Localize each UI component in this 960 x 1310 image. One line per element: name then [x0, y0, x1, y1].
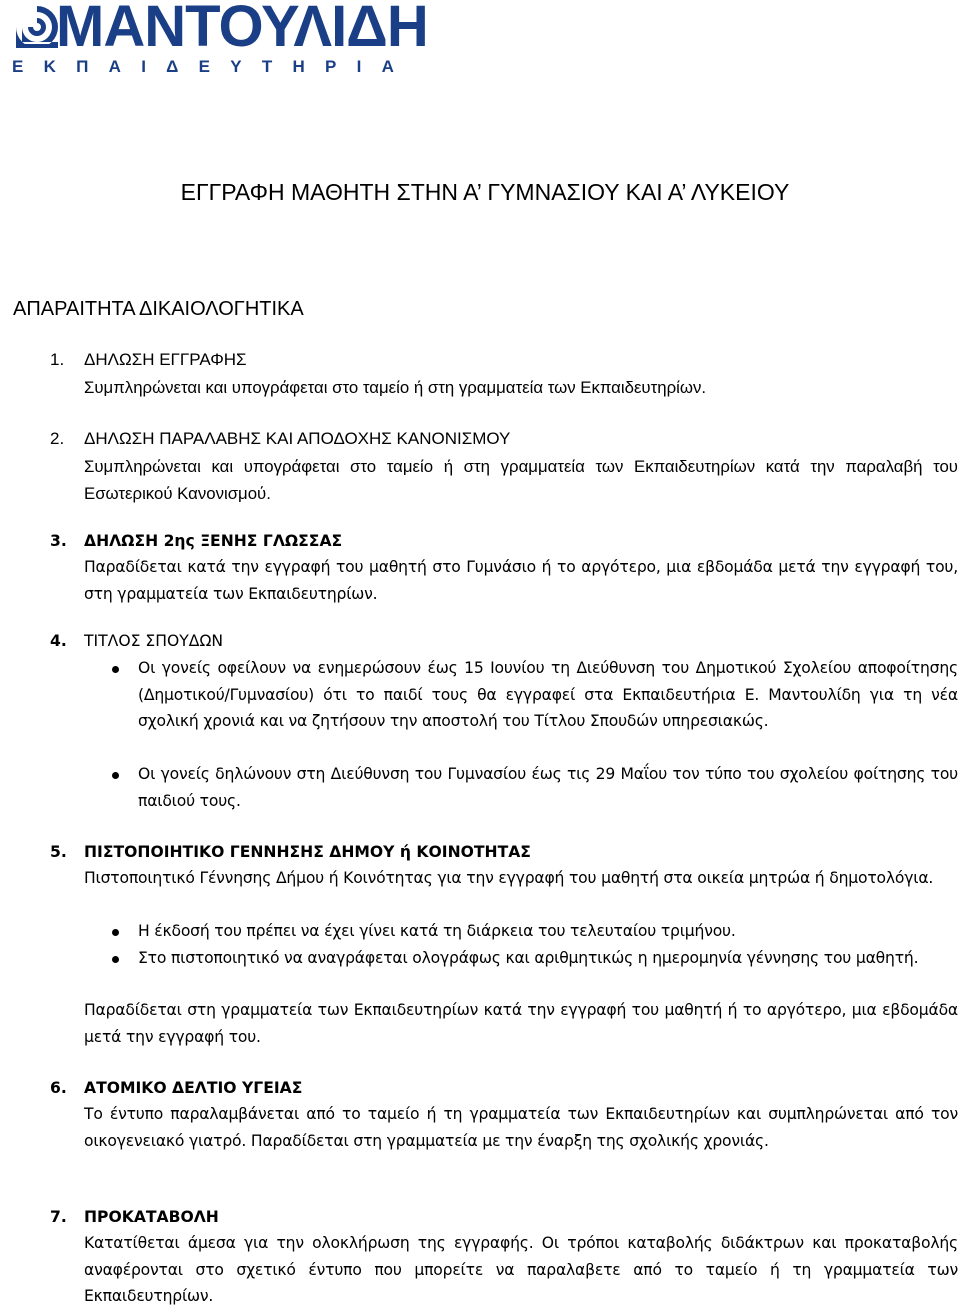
- item-number: 5.: [50, 843, 67, 861]
- bullet-icon: [112, 666, 119, 673]
- item-title: ΤΙΤΛΟΣ ΣΠΟΥΔΩΝ: [84, 632, 224, 650]
- bullet-icon: [112, 956, 119, 963]
- logo-subtitle-letter: Τ: [261, 57, 273, 76]
- section-heading: ΑΠΑΡΑΙΤΗΤΑ ΔΙΚΑΙΟΛΟΓΗΤΙΚΑ: [13, 298, 304, 320]
- logo-subtitle-letter: Ι: [141, 57, 146, 76]
- item-number: 4.: [50, 632, 67, 650]
- logo-subtitle: [12, 57, 394, 77]
- item-title: ΑΤΟΜΙΚΟ ΔΕΛΤΙΟ ΥΓΕΙΑΣ: [84, 1079, 303, 1097]
- item-title: ΔΗΛΩΣΗ 2ης ΞΕΝΗΣ ΓΛΩΣΣΑΣ: [84, 532, 343, 550]
- item-body: Παραδίδεται κατά την εγγραφή του μαθητή στο Γυμνάσιο ή το αργότερο, μια εβδομάδα μετά την εγγραφή του, στη γραμματεία των Εκπαιδευτηρίων.: [84, 558, 958, 603]
- item-body: Το έντυπο παραλαμβάνεται από το ταμείο ή τη γραμματεία των Εκπαιδευτηρίων και συμπληρώνεται από τον οικογενειακό γιατρό. Παραδίδεται στη γραμματεία με την έναρξη της σχολικής χρονιάς.: [84, 1105, 958, 1150]
- item-body: Συμπληρώνεται και υπογράφεται στο ταμείο ή στη γραμματεία των Εκπαιδευτηρίων κατά την παραλαβή του Εσωτερικού Κανονισμού.: [84, 457, 958, 503]
- item-number: 3.: [50, 532, 67, 550]
- logo-subtitle-letter: Κ: [43, 57, 56, 76]
- spiral-emblem-icon: [12, 2, 62, 52]
- logo-subtitle-letter: Ε: [198, 57, 210, 76]
- item-number: 6.: [50, 1079, 67, 1097]
- item-title: ΔΗΛΩΣΗ ΠΑΡΑΛΑΒΗΣ ΚΑΙ ΑΠΟΔΟΧΗΣ ΚΑΝΟΝΙΣΜΟΥ: [84, 429, 511, 448]
- logo-subtitle-letter: Α: [381, 57, 394, 76]
- logo-subtitle-letter: Ε: [12, 57, 24, 76]
- bullet-text: Οι γονείς δηλώνουν στη Διεύθυνση του Γυμνασίου έως τις 29 Μαΐου τον τύπο του σχολείου φοίτησης του παιδιού τους.: [138, 765, 958, 810]
- item-body: Πιστοποιητικό Γέννησης Δήμου ή Κοινότητας για την εγγραφή του μαθητή στα οικεία μητρώα ή δημοτολόγια.: [84, 869, 934, 887]
- logo-subtitle-letter: Η: [292, 57, 305, 76]
- item-number: 2.: [50, 429, 65, 448]
- item-title: ΔΗΛΩΣΗ ΕΓΓΡΑΦΗΣ: [84, 350, 247, 369]
- item-footer: Παραδίδεται στη γραμματεία των Εκπαιδευτηρίων κατά την εγγραφή του μαθητή ή το αργότερο, μια εβδομάδα μετά την εγγραφή του.: [84, 1001, 958, 1046]
- bullet-text: Οι γονείς οφείλουν να ενημερώσουν έως 15 Ιουνίου τη Διεύθυνση του Δημοτικού Σχολείου αποφοίτησης (Δημοτικού/Γυμνασίου) ότι το παιδί τους θα εγγραφεί στα Εκπαιδευτήρια Ε. Μαντουλίδη για τη νέα σχολική χρονιά και να ζητήσουν την αποστολή του Τίτλου Σπουδών υπηρεσιακώς.: [138, 659, 958, 730]
- logo-subtitle-letter: Δ: [166, 57, 179, 76]
- logo-subtitle-letter: Ι: [356, 57, 362, 76]
- item-body: Κατατίθεται άμεσα για την ολοκλήρωση της εγγραφής. Οι τρόποι καταβολής διδάκτρων και προκαταβολής αναφέρονται στο σχετικό έντυπο που μπορείτε να παραλαβετε από το ταμείο ή τη γραμματεία των Εκπαιδευτηρίων.: [84, 1234, 958, 1305]
- bullet-text: Η έκδοσή του πρέπει να έχει γίνει κατά τη διάρκεια του τελευταίου τριμήνου.: [138, 922, 736, 940]
- school-logo: [10, 0, 428, 80]
- bullet-icon: [112, 929, 119, 936]
- bullet-icon: [112, 772, 119, 779]
- item-title: ΠΡΟΚΑΤΑΒΟΛΗ: [84, 1208, 219, 1226]
- page-title: ΕΓΓΡΑΦΗ ΜΑΘΗΤΗ ΣΤΗΝ Α’ ΓΥΜΝΑΣΙΟΥ ΚΑΙ Α’ ΛΥΚΕΙΟΥ: [180, 179, 790, 205]
- item-title: ΠΙΣΤΟΠΟΙΗΤΙΚΟ ΓΕΝΝΗΣΗΣ ΔΗΜΟΥ ή ΚΟΙΝΟΤΗΤΑΣ: [84, 843, 531, 861]
- logo-subtitle-letter: Α: [108, 57, 121, 76]
- item-number: 7.: [50, 1208, 67, 1226]
- bullet-text: Στο πιστοποιητικό να αναγράφεται ολογράφως και αριθμητικώς η ημερομηνία γέννησης του μαθητή.: [138, 949, 919, 967]
- logo-subtitle-letter: Υ: [230, 57, 242, 76]
- logo-subtitle-letter: Π: [76, 57, 89, 76]
- item-number: 1.: [50, 350, 65, 369]
- logo-subtitle-letter: Ρ: [325, 57, 337, 76]
- item-body: Συμπληρώνεται και υπογράφεται στο ταμείο ή στη γραμματεία των Εκπαιδευτηρίων.: [84, 378, 706, 397]
- logo-name: ΜΑΝΤΟΥΛΙΔΗ: [56, 0, 428, 59]
